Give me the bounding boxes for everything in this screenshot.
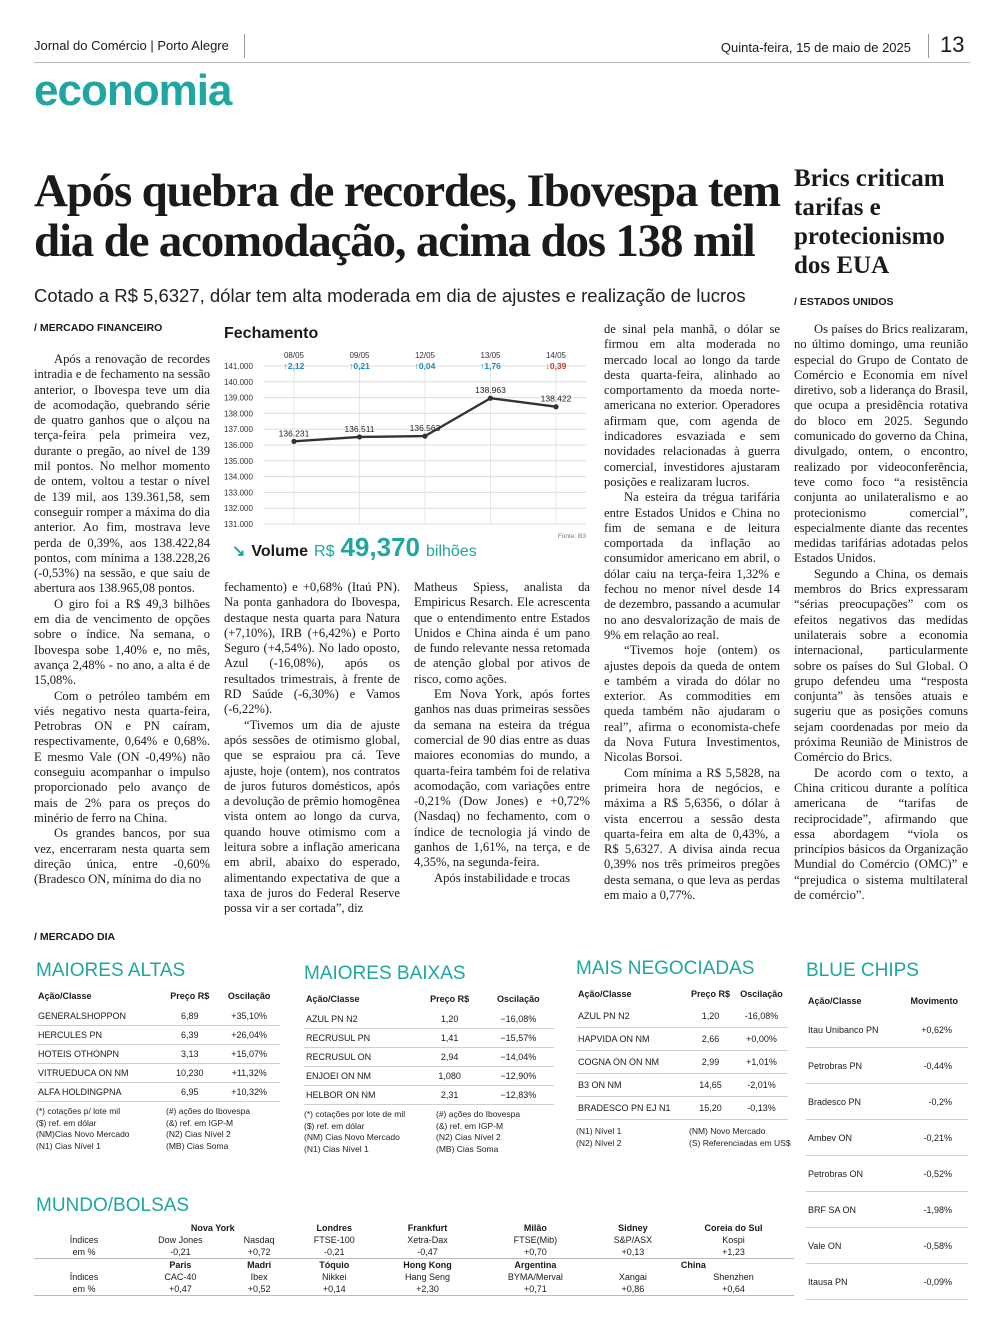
note: (*) cotações p/ lote mil	[36, 1106, 121, 1116]
y-tick-label: 139.000	[224, 393, 253, 403]
x-tick-label: 13/05	[480, 351, 501, 360]
volume-currency: R$	[314, 543, 335, 560]
edition-date: Quinta-feira, 15 de maio de 2025	[720, 40, 911, 55]
note: (N1) Cias Nível 1	[304, 1143, 369, 1154]
table-row: HELBOR ON NM 2,31 −12,83%	[304, 1086, 554, 1105]
blue-chips-panel	[806, 960, 968, 1300]
mais-negociadas-notes	[576, 1126, 792, 1149]
blue-chips-header	[806, 996, 968, 1006]
y-tick-label: 136.000	[224, 441, 253, 450]
volume-arrow-icon: ↘	[232, 543, 246, 560]
table-row: em % -0,21 +0,72 -0,21 -0,47 +0,70 +0,13 +1,23	[34, 1246, 794, 1259]
mais-negociadas-table	[576, 986, 788, 1120]
note: (S) Referenciadas em US$	[689, 1137, 791, 1148]
paragraph: Com o petróleo também em viés negativo nesta quarta-feira, Petrobras ON e PN caíram, respectivamente, 0,64% e 0,68%. E mesmo Vale (ON -0,49%) não conseguiu acompanhar o impulso proporcionado pelo avanço de mais de 2% para os preços do minério de ferro na China.	[34, 688, 210, 825]
market-kicker: / MERCADO DIA	[34, 931, 116, 943]
world-markets-title: MUNDO/BOLSAS	[36, 1195, 190, 1216]
page-number: 13	[940, 32, 965, 57]
maiores-altas-panel	[36, 960, 286, 1152]
side-kicker: / ESTADOS UNIDOS	[794, 296, 894, 308]
col-header: Oscilação	[227, 991, 271, 1001]
header-divider	[928, 34, 929, 58]
data-point	[553, 404, 558, 409]
col-header: Preço R$	[170, 991, 210, 1001]
table-row: COGNA ON ON NM 2,99 +1,01%	[576, 1051, 788, 1074]
row-label: Índices	[69, 1272, 99, 1282]
data-point	[488, 396, 493, 401]
table-row: RECRUSUL PN 1,41 −15,57%	[304, 1029, 554, 1048]
maiores-baixas-notes	[304, 1109, 558, 1155]
city-label: Argentina	[514, 1260, 557, 1270]
paragraph: Os países do Brics realizaram, no último domingo, uma reunião especial do Grupo de Contato de Comércio e Economia em nível diretivo, sob a liderança do Brasil, que ocupa a presidência rotativa do bloco em 2025. Segundo comunicado do governo da China, divulgado, ontem, o encontro, realizado por videoconferência, teve como foco “a resistência conjunta ao unilateralismo e ao protecionismo comercial”, especialmente diante das recentes medidas tarifárias adotadas pelos Estados Unidos.	[794, 322, 968, 566]
row-label: em %	[72, 1284, 96, 1294]
city-label: Londres	[316, 1223, 352, 1233]
list-item: Itausa PN -0,09%	[806, 1264, 968, 1300]
main-column-2	[224, 580, 400, 917]
mais-negociadas-panel	[576, 958, 792, 1149]
change-label: ↓0,39	[545, 361, 567, 371]
city-label: Nova York	[190, 1223, 235, 1233]
list-item: Petrobras PN -0,44%	[806, 1048, 968, 1084]
paragraph: Matheus Spiess, analista da Empiricus Resarch. Ele acrescenta que o entendimento entre Estados Unidos e China ainda é um pano de fundo relevante nessa retomada de atenção global por ativos de risco, como ações.	[414, 580, 590, 686]
change-label: ↑2,12	[283, 361, 305, 371]
city-label: China	[680, 1260, 706, 1270]
note: (NM) Cias Novo Mercado	[304, 1132, 400, 1142]
maiores-altas-notes	[36, 1106, 286, 1152]
list-item: Vale ON -0,58%	[806, 1228, 968, 1264]
city-label: Hong Kong	[403, 1260, 452, 1270]
paragraph: “Tivemos um dia de ajuste após sessões de otimismo global, que se espraiou pra cá. Teve ajuste, hoje (ontem), nos contratos de juros futuros domésticos, após a devolução de prêmio homogênea vista ontem ao longo da curva, quando houve otimismo com a leitura sobre a inflação americana em abril, abaixo do esperado, alimentando expectativa de que a taxa de juros do Federal Reserve possa vir a ser cortada”, diz	[224, 717, 400, 916]
change-label: ↑0,21	[349, 361, 370, 371]
col-header: Oscilação	[740, 989, 783, 999]
x-tick-label: 12/05	[414, 351, 436, 360]
table-row: HAPVIDA ON NM 2,66 +0,00%	[576, 1028, 788, 1051]
newspaper-name: Jornal do Comércio | Porto Alegre	[34, 38, 229, 53]
main-kicker: / MERCADO FINANCEIRO	[34, 322, 163, 334]
world-markets-panel	[34, 1222, 794, 1296]
data-label: 138.422	[540, 393, 572, 404]
note: (N1) Nível 1	[576, 1126, 622, 1136]
volume-line	[232, 532, 477, 563]
list-item: Petrobras ON -0,52%	[806, 1156, 968, 1192]
col-header: Ação/Classe	[38, 991, 92, 1001]
table-row: AZUL PN N2 1,20 −16,08%	[304, 1010, 554, 1029]
main-column-4	[604, 322, 780, 903]
col-header: Ação/Classe	[808, 996, 862, 1006]
table-row: GENERALSHOPPON 6,89 +35,10%	[36, 1007, 280, 1026]
note: (MB) Cias Soma	[166, 1140, 229, 1151]
list-item: Itau Unibanco PN +0,62%	[806, 1012, 968, 1048]
table-row	[34, 1222, 794, 1234]
y-tick-label: 138.000	[224, 409, 253, 419]
main-deck: Cotado a R$ 5,6327, dólar tem alta moderada em dia de ajustes e realização de lucros	[34, 285, 746, 306]
section-title: economia	[34, 66, 232, 115]
col-header: Oscilação	[497, 994, 540, 1004]
table-row: ALFA HOLDINGPNA 6,95 +10,32%	[36, 1083, 280, 1102]
chart-source: Fonte: B3	[557, 533, 586, 540]
paragraph: “Tivemos hoje (ontem) os ajustes depois da queda de ontem e também a virada do dólar no exterior. As commodities em queda também não ajudaram o real”, afirma o economista-chefe da Nova Futura Investimentos, Nicolas Borsoi.	[604, 643, 780, 765]
note: (N2) Nível 2	[576, 1137, 622, 1148]
paragraph: de sinal pela manhã, o dólar se firmou em alta moderada no mercado local ao longo da tarde desta quarta-feira, alinhado ao comportamento da moeda norte-americana no exterior. Operadores afirmam que, com agenda de indicadores esvaziada e sem novidades relacionadas à guerra comercial, investidores ajustaram posições e realizaram lucros.	[604, 322, 780, 489]
maiores-baixas-title: MAIORES BAIXAS	[304, 963, 466, 984]
note: (NM)Cias Novo Mercado	[36, 1129, 130, 1139]
note: (MB) Cias Soma	[436, 1143, 499, 1154]
maiores-baixas-table	[304, 991, 554, 1105]
paragraph: Com mínima a R$ 5,5828, na primeira hora de negócios, e máxima a R$ 5,6356, o dólar à vista encerrou a sessão desta quarta-feira em alta de 0,43%, a R$ 5,6327. A divisa ainda recua 0,39% nos três primeiros pregões desta semana, o que leva as perdas em maio a 0,77%.	[604, 765, 780, 902]
maiores-baixas-panel	[304, 963, 558, 1155]
mais-negociadas-title: MAIS NEGOCIADAS	[576, 958, 755, 979]
paragraph: Após a renovação de recordes intradia e de fechamento na sessão anterior, o Ibovespa teve um dia de acomodação, quebrando série de quatro ganhos que o alçou na terça-feira pela primeira vez, durante o pregão, ao nível de 139 mil pontos. No melhor momento de ontem, voltou a testar o nível de 139 mil, aos 139.361,58, sem conseguir romper a máxima do dia anterior. Ao fim, mostrava leve perda de 0,39%, aos 138.422,84 pontos, com mínima a 138.228,26 (-0,53%) na sessão, e que saiu de abertura aos 138.965,08 pontos.	[34, 352, 210, 596]
note: (N2) Cias Nível 2	[436, 1132, 501, 1142]
table-row: em % +0,47 +0,52 +0,14 +2,30 +0,71 +0,86 +0,64	[34, 1283, 794, 1296]
city-label: Sidney	[618, 1223, 648, 1233]
row-label: Índices	[69, 1235, 99, 1245]
paragraph: Na esteira da trégua tarifária entre Estados Unidos e China no fim de semana e de leitura comportada da inflação ao consumidor americano em abril, o dólar caiu na terça-feira 1,32% e fechou no menor nível desde 14 de dezembro, passando a acumular no ano desvalorização de mais de 9% em relação ao real.	[604, 490, 780, 642]
city-label: Paris	[169, 1260, 192, 1270]
maiores-altas-title: MAIORES ALTAS	[36, 960, 186, 981]
blue-chips-title: BLUE CHIPS	[806, 960, 919, 981]
y-tick-label: 141.000	[224, 362, 253, 371]
main-column-3	[414, 580, 590, 886]
chart-title: Fechamento	[224, 325, 319, 342]
table-row: B3 ON NM 14,65 -2,01%	[576, 1074, 788, 1097]
side-column	[794, 322, 968, 903]
table-row: ENJOEI ON NM 1,080 −12,90%	[304, 1067, 554, 1086]
x-tick-label: 14/05	[545, 351, 567, 360]
y-tick-label: 134.000	[224, 472, 253, 482]
volume-label: Volume	[251, 543, 309, 560]
main-column-1	[34, 352, 210, 887]
x-tick-label: 09/05	[349, 351, 370, 360]
list-item: Bradesco PN -0,2%	[806, 1084, 968, 1120]
table-row: BRADESCO PN EJ N1 15,20 -0,13%	[576, 1097, 788, 1120]
y-tick-label: 133.000	[224, 488, 253, 498]
data-label: 136.511	[344, 423, 375, 434]
note: (#) ações do Ibovespa	[436, 1109, 521, 1119]
table-row	[34, 1259, 794, 1272]
y-tick-label: 135.000	[224, 456, 253, 466]
note: (&) ref. em IGP-M	[166, 1117, 234, 1128]
col-header: Preço R$	[690, 989, 730, 999]
y-tick-label: 140.000	[224, 377, 253, 387]
col-header: Preço R$	[430, 994, 470, 1004]
main-headline: Após quebra de recordes, Ibovespa tem dia de acomodação, acima dos 138 mil	[34, 165, 780, 267]
city-label: Tóquio	[319, 1260, 350, 1270]
note: (NM) Novo Mercado	[689, 1126, 766, 1136]
note: ($) ref. em dólar	[304, 1120, 365, 1131]
col-header: Ação/Classe	[306, 994, 360, 1004]
volume-unit: bilhões	[426, 543, 477, 560]
side-headline: Brics criticam tarifas e protecionismo dos EUA	[794, 165, 945, 279]
header-divider	[244, 34, 245, 58]
city-label: Frankfurt	[407, 1223, 448, 1233]
note: (N2) Cias Nível 2	[166, 1129, 231, 1139]
y-tick-label: 132.000	[224, 504, 253, 514]
note: (*) cotações por lote de mil	[304, 1109, 406, 1119]
paragraph: De acordo com o texto, a China criticou durante a política americana de “tarifas de reciprocidade”, afirmando que essa abordagem “viola os princípios básicos da Organização Mundial do Comércio (OMC)” e “prejudica o sistema multilateral de comércio”.	[794, 765, 968, 902]
col-header: Ação/Classe	[578, 989, 632, 999]
city-label: Madri	[247, 1260, 272, 1270]
blue-chips-list	[806, 1012, 968, 1300]
data-point	[291, 439, 296, 444]
data-label: 136.563	[409, 423, 441, 434]
data-label: 136.231	[278, 428, 310, 439]
col-header: Movimento	[910, 996, 958, 1006]
paragraph: Segundo a China, os demais membros do Brics expressaram “sérias preocupações” com os efeitos negativos das medidas unilaterais sobre a economia internacional, particularmente sobre os países do Sul Global. O grupo defendeu uma “resposta conjunta” às tensões atuais e sugeriu que as posições comuns sejam coordenadas por meio da próxima Reunião de Ministros de Comércio do Brics.	[794, 566, 968, 765]
table-row: VITRUEDUCA ON NM 10,230 +11,32%	[36, 1064, 280, 1083]
row-label: em %	[72, 1247, 96, 1257]
table-row: RECRUSUL ON 2,94 −14,04%	[304, 1048, 554, 1067]
volume-value: 49,370	[340, 532, 420, 562]
table-row: Índices Dow Jones Nasdaq FTSE-100 Xetra-Dax FTSE(Mib) S&P/ASX Kospi	[34, 1234, 794, 1246]
note: (&) ref. em IGP-M	[436, 1120, 504, 1131]
y-tick-label: 131.000	[224, 520, 253, 529]
table-row: HOTEIS OTHONPN 3,13 +15,07%	[36, 1045, 280, 1064]
data-point	[357, 434, 362, 439]
paragraph: fechamento) e +0,68% (Itaú PN). Na ponta ganhadora do Ibovespa, destaque nesta quarta para Natura (+7,10%), IRB (+6,42%) e Porto Seguro (+4,54%). No lado oposto, Azul (-16,08%), após os resultados trimestrais, à frente de RD Saúde (-6,30%) e Vamos (-6,22%).	[224, 580, 400, 717]
city-label: Coreia do Sul	[704, 1223, 763, 1233]
note: ($) ref. em dólar	[36, 1117, 97, 1128]
data-label: 138.963	[475, 385, 506, 396]
paragraph: Os grandes bancos, por sua vez, encerraram nesta quarta sem direção única, entre -0,60% (Bradesco ON, mínima do dia no	[34, 826, 210, 887]
paragraph: Após instabilidade e trocas	[434, 870, 571, 885]
paragraph: Em Nova York, após fortes ganhos nas duas primeiras sessões da semana na esteira da trégua comercial de 90 dias entre as duas maiores economias do mundo, a quarta-feira também foi de relativa acomodação, com variações entre -0,21% (Dow Jones) e +0,72% (Nasdaq) no fechamento, com o índice de tecnologia já vindo de ganhos de 1,61%, na terça, e de 4,35%, na segunda-feira.	[414, 687, 590, 870]
list-item: Ambev ON -0,21%	[806, 1120, 968, 1156]
world-markets-table	[34, 1222, 794, 1296]
note: (#) ações do Ibovespa	[166, 1106, 251, 1116]
list-item: BRF SA ON -1,98%	[806, 1192, 968, 1228]
table-row: Índices CAC-40 Ibex Nikkei Hang Seng BYMA/Merval Xangai Shenzhen	[34, 1271, 794, 1283]
city-label: Milão	[523, 1223, 547, 1233]
y-tick-label: 137.000	[224, 425, 253, 435]
x-tick-label: 08/05	[283, 351, 305, 360]
table-row: HERCULES PN 6,39 +26,04%	[36, 1026, 280, 1045]
table-row: AZUL PN N2 1,20 -16,08%	[576, 1005, 788, 1028]
header-rule	[34, 62, 970, 63]
change-label: ↑0,04	[414, 361, 436, 371]
paragraph: O giro foi a R$ 49,3 bilhões em dia de vencimento de opções sobre o índice. Na semana, o Ibovespa sobe 1,40% e, no mês, avança 2,48% - no ano, a alta é de 15,08%.	[34, 596, 210, 688]
maiores-altas-table	[36, 988, 280, 1102]
ibovespa-line-chart	[220, 346, 596, 542]
data-point	[422, 434, 427, 439]
change-label: ↑1,76	[480, 361, 501, 371]
note: (N1) Cias Nível 1	[36, 1140, 101, 1151]
